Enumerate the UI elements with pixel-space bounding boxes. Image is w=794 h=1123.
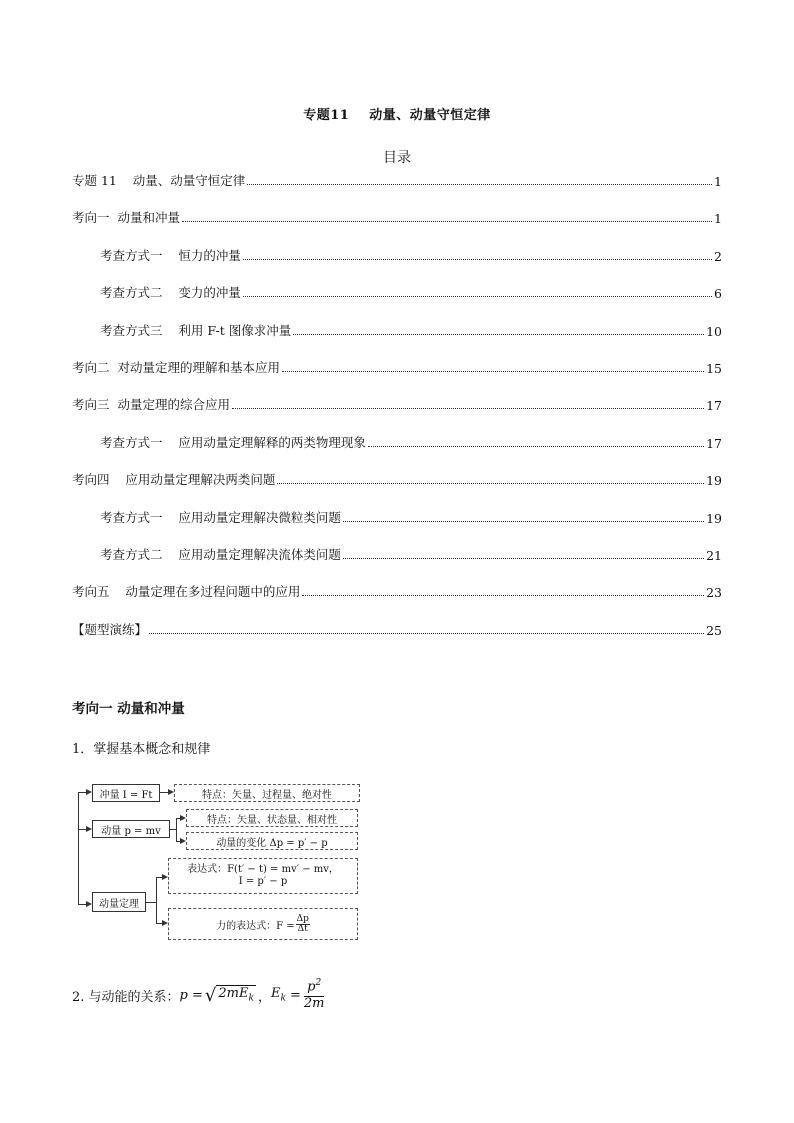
relation-comma: ， [257, 989, 271, 1005]
diagram-connector [146, 902, 156, 903]
toc-entry-title: 考向一 动量和冲量 [72, 210, 180, 225]
sqrt-icon: √ [204, 984, 217, 1006]
impulse-box: 冲量 I = Ft [92, 784, 160, 802]
toc-leader-dots [302, 594, 704, 596]
force-expression-box [168, 908, 358, 940]
theorem-box: 动量定理 [92, 892, 146, 912]
toc-entry-title: 考查方式二 应用动量定理解决流体类问题 [100, 547, 341, 562]
sqrt-content-text: 2mE [218, 986, 249, 1002]
toc-entry-page: 21 [706, 548, 722, 563]
sqrt-content [216, 985, 256, 1004]
toc-leader-dots [182, 220, 712, 222]
force-fraction [296, 915, 310, 934]
toc-entry-page: 25 [706, 623, 722, 638]
force-expression-prefix: 力的表达式：F = [216, 920, 295, 932]
concept-diagram [72, 780, 372, 945]
toc-entry-title: 专题 11 动量、动量守恒定律 [72, 173, 246, 188]
toc-leader-dots [293, 333, 704, 335]
toc-entry-title: 考查方式一 恒力的冲量 [100, 248, 241, 263]
sqrt-expression [205, 985, 256, 1004]
force-fraction-numerator: Δp [296, 913, 309, 924]
ek-fraction-denominator: 2m [303, 995, 325, 1011]
toc-entry-title: 考向五 动量定理在多过程问题中的应用 [72, 584, 301, 599]
toc-entry-title: 考查方式一 应用动量定理解决微粒类问题 [100, 510, 341, 525]
relation-p-eq: p = [179, 987, 203, 1003]
theorem-expression-box [168, 858, 358, 894]
toc-entry[interactable] [72, 470, 722, 488]
toc-entry-title: 考向二 对动量定理的理解和基本应用 [72, 360, 280, 375]
ek-numerator-text: p [307, 979, 316, 995]
toc-entry-page: 19 [706, 511, 722, 526]
diagram-connector [176, 818, 177, 842]
theorem-expression-line1: 表达式：F(t′ − t) = mv′ − mv， [187, 863, 339, 875]
toc-leader-dots [243, 258, 712, 260]
page-title [0, 104, 794, 123]
toc-entry-title: 考查方式一 应用动量定理解释的两类物理现象 [100, 435, 366, 450]
list-item-kinetic-energy-relation [72, 975, 324, 1015]
toc-leader-dots [343, 557, 704, 559]
ek-subscript: k [280, 993, 286, 1004]
toc-leader-dots [149, 632, 704, 634]
diagram-connector [156, 877, 157, 924]
toc-entry[interactable] [72, 358, 722, 376]
toc-leader-dots [247, 183, 712, 185]
toc-entry[interactable] [100, 283, 722, 301]
toc-entry-title: 【题型演练】 [72, 622, 148, 637]
momentum-traits-box: 特点：矢量、状态量、相对性 [186, 809, 358, 827]
diagram-trunk-line [78, 792, 79, 905]
toc-leader-dots [368, 445, 704, 447]
toc-leader-dots [343, 520, 704, 522]
toc-entry[interactable] [72, 395, 722, 413]
toc-entry[interactable] [100, 246, 722, 264]
force-fraction-denominator: Δt [297, 923, 308, 934]
toc-entry-title: 考查方式二 变力的冲量 [100, 285, 241, 300]
momentum-change-box: 动量的变化 Δp = p′ − p [186, 832, 358, 850]
toc-leader-dots [277, 482, 704, 484]
toc-leader-dots [282, 370, 704, 372]
title-prefix: 专题11 [303, 108, 350, 123]
list-item-basic-concepts: 1．掌握基本概念和规律 [72, 742, 211, 757]
toc-entry-title: 考查方式三 利用 F-t 图像求冲量 [100, 323, 292, 338]
relation-ek-eq: = [289, 987, 301, 1003]
toc-entry[interactable] [72, 171, 722, 189]
toc-entry-title: 考向三 动量定理的综合应用 [72, 397, 230, 412]
title-text: 动量、动量守恒定律 [369, 108, 491, 123]
toc-entry[interactable] [72, 582, 722, 600]
toc-entry-page: 17 [706, 398, 722, 413]
relation-prefix: 2. 与动能的关系： [72, 989, 180, 1005]
toc-entry-page: 1 [714, 211, 722, 226]
toc-entry-page: 17 [706, 436, 722, 451]
toc-entry-page: 2 [714, 249, 722, 264]
toc-entry-page: 10 [706, 324, 722, 339]
section-heading: 考向一 动量和冲量 [72, 701, 185, 717]
ek-fraction-numerator [304, 978, 324, 996]
ek-numerator-superscript: 2 [315, 978, 322, 989]
sqrt-subscript: k [248, 993, 254, 1004]
toc-entry[interactable] [72, 620, 722, 638]
ek-symbol: E [270, 986, 281, 1002]
toc-entry-page: 6 [714, 286, 722, 301]
toc-heading: 目录 [383, 150, 411, 166]
ek-fraction [304, 978, 325, 1011]
toc-entry-title: 考向四 应用动量定理解决两类问题 [72, 472, 276, 487]
toc-entry-page: 23 [706, 585, 722, 600]
toc-entry[interactable] [100, 508, 722, 526]
impulse-traits-box: 特点：矢量、过程量、绝对性 [174, 784, 360, 802]
toc-entry-page: 1 [714, 174, 722, 189]
toc-entry[interactable] [100, 321, 722, 339]
toc-entry-page: 15 [706, 361, 722, 376]
momentum-box: 动量 p = mv [92, 820, 170, 838]
toc-leader-dots [243, 295, 712, 297]
toc-entry-page: 19 [706, 473, 722, 488]
toc-leader-dots [232, 407, 704, 409]
toc-entry[interactable] [100, 545, 722, 563]
relation-ek [271, 986, 286, 1004]
toc-entry[interactable] [100, 433, 722, 451]
toc-entry[interactable] [72, 208, 722, 226]
theorem-expression-line2: I = p′ − p [238, 876, 288, 887]
